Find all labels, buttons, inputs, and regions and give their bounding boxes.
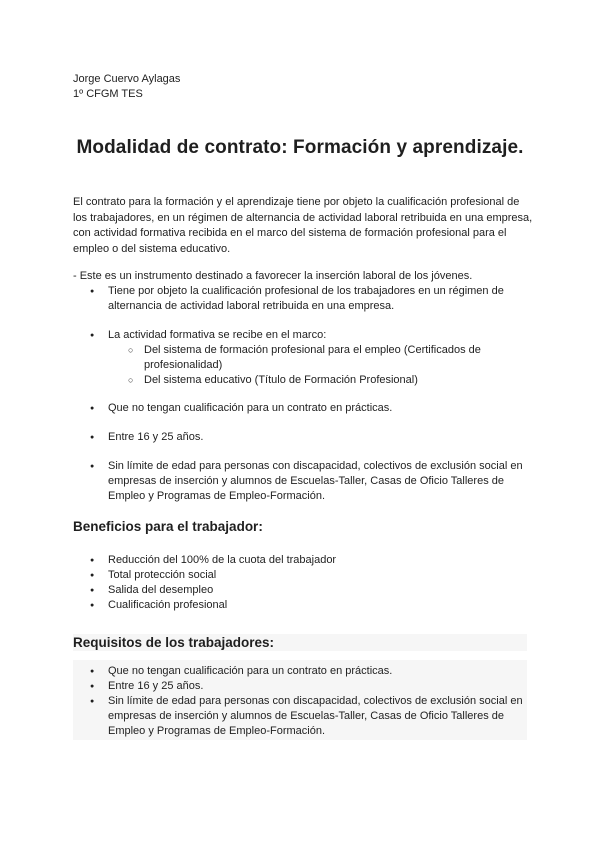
list-item: ● La actividad formativa se recibe en el marco: bbox=[90, 328, 530, 343]
main-bullet-list bbox=[90, 328, 530, 343]
main-bullet-list bbox=[90, 284, 530, 314]
benefits-list bbox=[90, 553, 530, 613]
list-item: ● Entre 16 y 25 años. bbox=[90, 430, 530, 445]
list-item: ● Total protección social bbox=[90, 568, 530, 583]
sub-list-item: ○ Del sistema de formación profesional para el empleo (Certificados de profesionalidad) bbox=[128, 343, 528, 373]
main-bullet-list bbox=[90, 401, 530, 416]
list-item: ● Reducción del 100% de la cuota del trabajador bbox=[90, 553, 530, 568]
sub-bullet-list bbox=[128, 343, 528, 388]
list-item: ● Sin límite de edad para personas con discapacidad, colectivos de exclusión social en empresas de inserción y alumnos de Escuelas-Taller, Casas de Oficio Talleres de Empleo y Programas de Empleo-Formación. bbox=[90, 694, 530, 739]
requirements-heading: Requisitos de los trabajadores: bbox=[73, 634, 527, 651]
benefits-heading: Beneficios para el trabajador: bbox=[73, 519, 263, 534]
course-label: 1º CFGM TES bbox=[73, 88, 143, 100]
list-item: ● Que no tengan cualificación para un contrato en prácticas. bbox=[90, 401, 530, 416]
list-item: ● Tiene por objeto la cualificación profesional de los trabajadores en un régimen de alternancia de actividad laboral retribuida en una empresa. bbox=[90, 284, 530, 314]
list-item: ● Sin límite de edad para personas con discapacidad, colectivos de exclusión social en empresas de inserción y alumnos de Escuelas-Taller, Casas de Oficio Talleres de Empleo y Programas de Empleo-Formación. bbox=[90, 459, 530, 504]
list-item: ● Cualificación profesional bbox=[90, 598, 530, 613]
page-title: Modalidad de contrato: Formación y aprendizaje. bbox=[76, 137, 524, 158]
author-name: Jorge Cuervo Aylagas bbox=[73, 73, 181, 85]
lead-sentence: - Este es un instrumento destinado a favorecer la inserción laboral de los jóvenes. bbox=[73, 270, 473, 282]
list-item: ● Entre 16 y 25 años. bbox=[90, 679, 530, 694]
intro-paragraph: El contrato para la formación y el aprendizaje tiene por objeto la cualificación profesional de los trabajadores, en un régimen de alternancia de actividad laboral retribuida en una empresa, con actividad formativa recibida en el marco del sistema de formación profesional para el empleo o del sistema educativo. bbox=[73, 196, 533, 255]
main-bullet-list bbox=[90, 430, 530, 445]
list-item: ● Que no tengan cualificación para un contrato en prácticas. bbox=[90, 664, 530, 679]
requirements-list bbox=[90, 664, 530, 739]
sub-list-item: ○ Del sistema educativo (Título de Formación Profesional) bbox=[128, 373, 528, 388]
list-item: ● Salida del desempleo bbox=[90, 583, 530, 598]
main-bullet-list bbox=[90, 459, 530, 504]
